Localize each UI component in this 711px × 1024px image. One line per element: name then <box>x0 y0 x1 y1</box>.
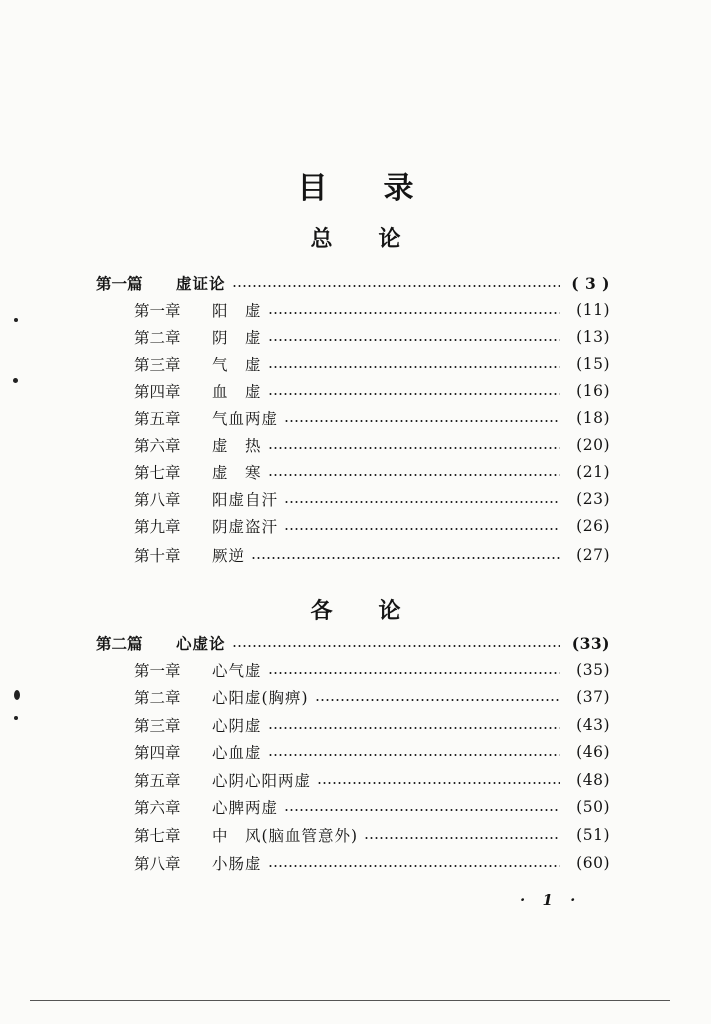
leader-dots <box>268 393 560 395</box>
page-ref: (35) <box>576 661 610 679</box>
toc-chapter[interactable] <box>134 407 610 429</box>
section-char-1: 各 <box>310 598 333 624</box>
toc-chapter[interactable] <box>134 515 610 537</box>
toc-chapter[interactable] <box>134 714 610 736</box>
page-number: · 1 · <box>520 891 582 909</box>
chapter-label: 第六章 <box>134 799 181 817</box>
chapter-name: 心阴心阳两虚 <box>212 772 312 790</box>
chapter-label: 第九章 <box>134 518 181 536</box>
page-ref: ( 3 ) <box>571 273 610 293</box>
part-label: 第二篇 <box>96 634 143 653</box>
leader-dots <box>268 672 560 674</box>
chapter-label: 第二章 <box>134 689 181 707</box>
toc-chapter[interactable] <box>134 544 610 566</box>
chapter-name: 阳虚自汗 <box>212 491 279 509</box>
chapter-name: 虚 寒 <box>212 464 262 482</box>
chapter-label: 第八章 <box>134 855 181 873</box>
toc-chapter[interactable] <box>134 852 610 874</box>
chapter-name: 阳 虚 <box>212 302 262 320</box>
page-ref: (60) <box>576 854 610 872</box>
page-ref: (33) <box>571 633 610 653</box>
leader-dots <box>232 285 560 287</box>
section-char-2: 论 <box>378 598 401 624</box>
page-ref: (26) <box>576 517 610 535</box>
toc-chapter[interactable] <box>134 326 610 348</box>
page-ref: (18) <box>576 409 610 427</box>
chapter-label: 第三章 <box>134 356 181 374</box>
page-ref: (46) <box>576 743 610 761</box>
chapter-label: 第七章 <box>134 827 181 845</box>
chapter-name: 血 虚 <box>212 383 262 401</box>
scan-speck <box>13 378 18 383</box>
part-name: 虚证论 <box>176 274 226 293</box>
toc-chapter[interactable] <box>134 824 610 846</box>
toc-chapter[interactable] <box>134 686 610 708</box>
toc-chapter[interactable] <box>134 434 610 456</box>
chapter-label: 第八章 <box>134 491 181 509</box>
leader-dots <box>284 809 560 811</box>
section-char-2: 论 <box>378 226 401 252</box>
chapter-name: 气血两虚 <box>212 410 279 428</box>
page-ref: (27) <box>576 546 610 564</box>
chapter-label: 第四章 <box>134 383 181 401</box>
toc-chapter[interactable] <box>134 380 610 402</box>
page-ref: (43) <box>576 716 610 734</box>
part-name: 心虚论 <box>176 634 226 653</box>
toc-chapter[interactable] <box>134 353 610 375</box>
toc-chapter[interactable] <box>134 769 610 791</box>
page-ref: (13) <box>576 328 610 346</box>
toc-chapter[interactable] <box>134 299 610 321</box>
chapter-name: 心血虚 <box>212 744 262 762</box>
toc-chapter[interactable] <box>134 461 610 483</box>
leader-dots <box>268 312 560 314</box>
leader-dots <box>268 366 560 368</box>
toc-chapter[interactable] <box>134 659 610 681</box>
toc-chapter[interactable] <box>134 488 610 510</box>
leader-dots <box>364 837 560 839</box>
page-ref: (23) <box>576 490 610 508</box>
chapter-name: 中 风(脑血管意外) <box>212 827 359 845</box>
page-ref: (48) <box>576 771 610 789</box>
chapter-name: 心脾两虚 <box>212 799 279 817</box>
chapter-name: 心气虚 <box>212 662 262 680</box>
leader-dots <box>268 339 560 341</box>
chapter-label: 第一章 <box>134 662 181 680</box>
chapter-name: 心阳虚(胸痹) <box>212 689 309 707</box>
leader-dots <box>232 645 560 647</box>
leader-dots <box>284 420 560 422</box>
page-title <box>0 163 711 207</box>
leader-dots <box>284 528 560 530</box>
leader-dots <box>315 699 560 701</box>
chapter-name: 阴 虚 <box>212 329 262 347</box>
scan-speck <box>14 716 18 720</box>
leader-dots <box>268 727 560 729</box>
leader-dots <box>284 501 560 503</box>
chapter-name: 阴虚盗汗 <box>212 518 279 536</box>
toc-chapter[interactable] <box>134 741 610 763</box>
chapter-name: 小肠虚 <box>212 855 262 873</box>
page-ref: (11) <box>576 301 610 319</box>
chapter-label: 第七章 <box>134 464 181 482</box>
leader-dots <box>268 447 560 449</box>
chapter-name: 厥逆 <box>212 547 246 565</box>
section-heading-specific <box>0 594 711 625</box>
toc-part-1[interactable] <box>96 272 610 294</box>
part-label: 第一篇 <box>96 274 143 293</box>
toc-chapter[interactable] <box>134 796 610 818</box>
chapter-label: 第一章 <box>134 302 181 320</box>
chapter-label: 第五章 <box>134 410 181 428</box>
title-char-1: 目 <box>297 171 328 206</box>
page-ref: (37) <box>576 688 610 706</box>
chapter-label: 第四章 <box>134 744 181 762</box>
chapter-name: 气 虚 <box>212 356 262 374</box>
page-ref: (50) <box>576 798 610 816</box>
page-ref: (20) <box>576 436 610 454</box>
leader-dots <box>268 754 560 756</box>
leader-dots <box>251 557 560 559</box>
chapter-label: 第十章 <box>134 547 181 565</box>
leader-dots <box>317 782 560 784</box>
chapter-label: 第二章 <box>134 329 181 347</box>
leader-dots <box>268 865 560 867</box>
page-ref: (21) <box>576 463 610 481</box>
page-ref: (51) <box>576 826 610 844</box>
scan-edge-line <box>30 1000 670 1001</box>
section-heading-general <box>0 222 711 253</box>
chapter-label: 第三章 <box>134 717 181 735</box>
chapter-label: 第五章 <box>134 772 181 790</box>
scan-speck <box>14 690 20 700</box>
page-ref: (16) <box>576 382 610 400</box>
scan-speck <box>14 318 18 322</box>
page-ref: (15) <box>576 355 610 373</box>
chapter-name: 虚 热 <box>212 437 262 455</box>
chapter-label: 第六章 <box>134 437 181 455</box>
title-char-2: 录 <box>383 171 414 206</box>
leader-dots <box>268 474 560 476</box>
toc-part-2[interactable] <box>96 632 610 654</box>
section-char-1: 总 <box>310 226 333 252</box>
chapter-name: 心阴虚 <box>212 717 262 735</box>
